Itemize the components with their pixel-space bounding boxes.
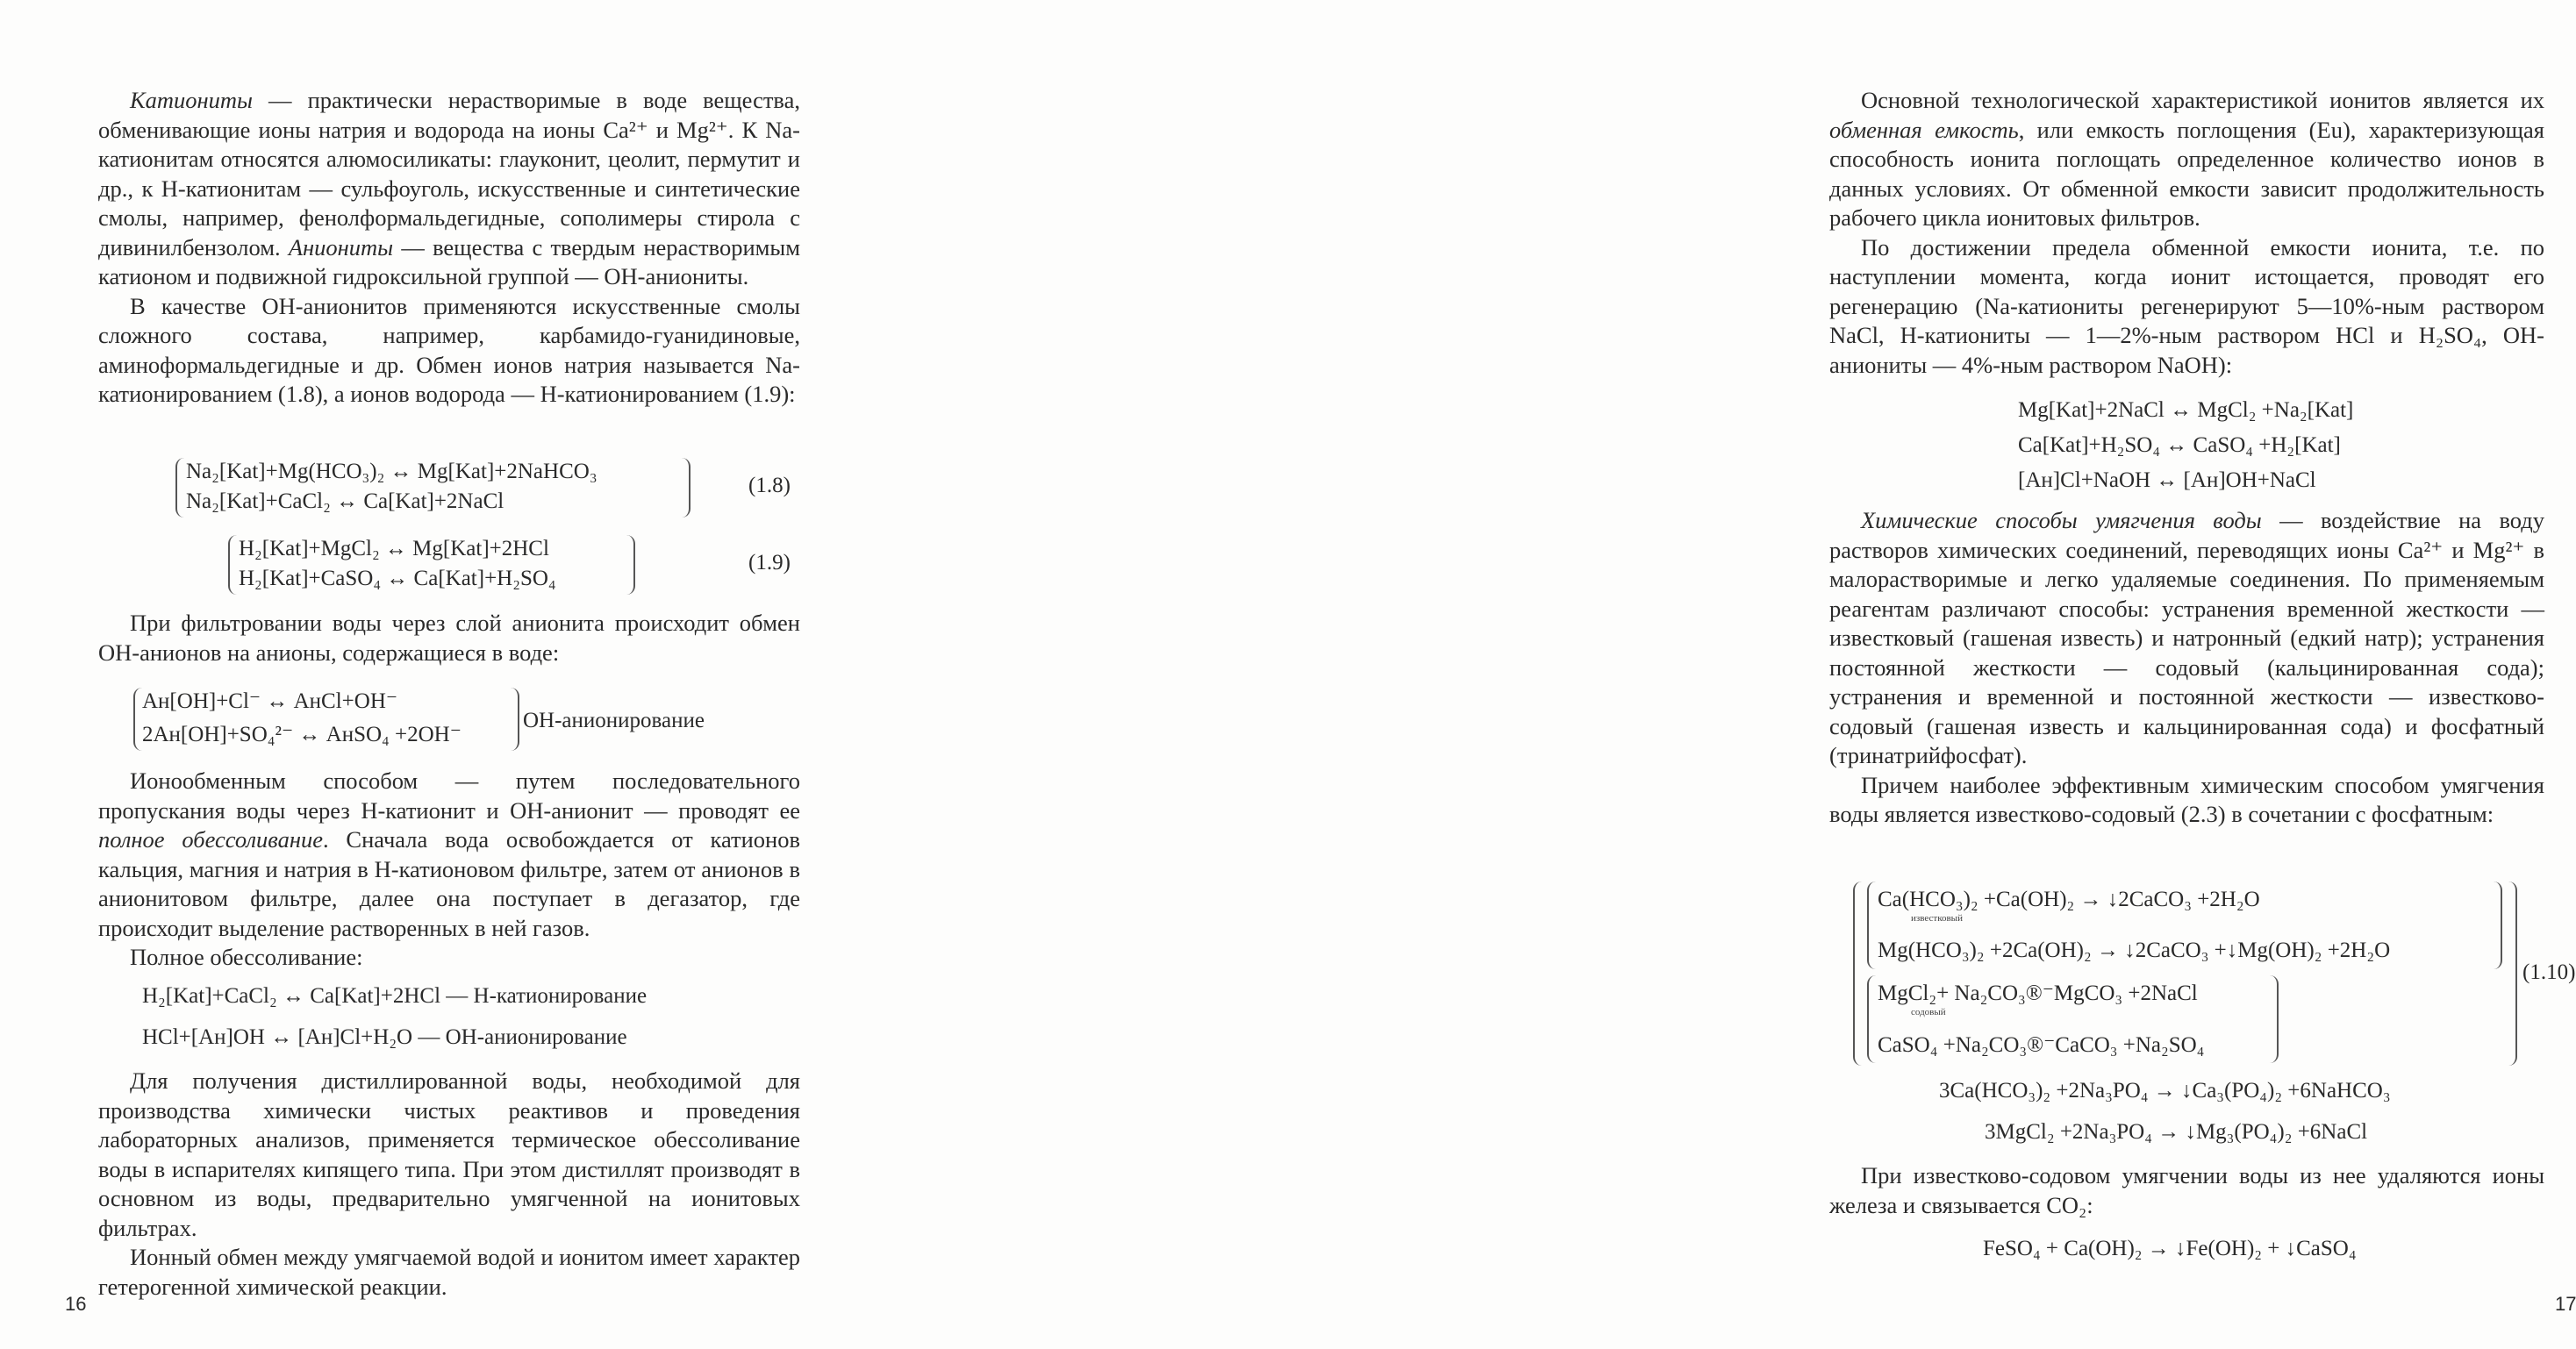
paragraph-distilled: Для получения дистиллированной воды, необходимой для производства химически чистых реактивов и проведения лабораторных анализов, применяется термическое обессоливание воды в испарителях кипящего типа. При этом дистиллят производят в основном из воды, предварительно умягченной на ионитовых фильтрах. (98, 1067, 800, 1241)
text: , или емкость поглощения (Eu), характеризующая способность ионита поглощать определенное количество ионов в данных условиях. От обменной емкости зависит продолжительность рабочего цикла ионитовых фильтров. (1829, 116, 2544, 231)
paragraph-iron: При известково-содовом умягчении воды из нее удаляются ионы железа и связывается CO₂: (1829, 1162, 2544, 1218)
term-chemical-methods: Химические способы умягчения воды (1861, 507, 2262, 533)
brace-inner-right-2 (2268, 975, 2279, 1063)
left-block-3 (98, 767, 800, 973)
left-block-4 (98, 1067, 800, 1302)
paragraph-heterogeneous: Ионный обмен между умягчаемой водой и ионитом имеет характер гетерогенной химической реакции. (98, 1244, 800, 1300)
equation-1-8-a: Na₂[Kat]+Mg(HCO₃)₂ ↔ Mg[Kat]+2NaHCO₃ (186, 460, 597, 483)
equation-number-1-9: (1.9) (748, 551, 791, 575)
brace-right (680, 458, 691, 517)
equation-number-1-10: (1.10) (2522, 960, 2576, 984)
equation-text: Ca(HCO₃)₂ +Ca(OH)₂ → ↓2CaCO₃ +2H₂O (1878, 888, 2260, 911)
term-cationites: Катиониты (130, 87, 253, 113)
equation-text: MgCl₂+ Na₂CO₃®⁻MgCO₃ +2NaCl (1878, 981, 2198, 1005)
right-block-3 (1829, 1161, 2544, 1220)
equation-1-10-c (1878, 980, 2198, 1017)
equation-desal-b: HCl+[Ан]OH ↔ [Ан]Cl+H₂O — ОН-анионирование (142, 1025, 627, 1049)
equation-1-9-a: H₂[Kat]+MgCl₂ ↔ Mg[Kat]+2HCl (239, 537, 549, 560)
paragraph-chemical-methods (1829, 506, 2544, 771)
paragraph-oh-anionites: В качестве ОН-анионитов применяются искусственные смолы сложного состава, например, карбамидо-гуанидиновые, аминоформальдегидные и др. Обмен ионов натрия называется Na-катионированием (1.8), а ионов водорода — Н-катионированием (1.9): (98, 292, 800, 407)
label-soda: содовый (1911, 1007, 1946, 1017)
right-page (877, 0, 2576, 1349)
paragraph-filtering: При фильтровании воды через слой анионита происходит обмен ОН-анионов на анионы, содержащиеся в воде: (98, 610, 800, 666)
brace-right (625, 535, 635, 595)
paragraph-ion-exchange (98, 767, 800, 943)
brace-left (175, 458, 186, 517)
text: — воздействие на воду растворов химических соединений, переводящих ионы Ca²⁺ и Mg²⁺ в малорастворимые и легко удаляемые соединения. По применяемым реагентам различают способы: устранения временной жесткости — известковый (гашеная известь) и натронный (едкий натр); устранения постоянной жесткости — содовый (кальцинированная сода); устранения и временной и постоянной жесткости — известково-содовый (гашеная известь и кальцинированная сода) и фосфатный (тринатрийфосфат). (1829, 507, 2545, 768)
page-number: 16 (65, 1293, 87, 1315)
left-block-1 (98, 86, 800, 410)
equation-1-10-b: Mg(HCO₃)₂ +2Ca(OH)₂ → ↓2CaCO₃ +↓Mg(OH)₂ +2H₂O (1878, 939, 2391, 962)
page-number: 17 (2555, 1293, 2576, 1315)
brace-left (228, 535, 239, 595)
term-full-desalination: полное обессоливание (98, 826, 323, 853)
equation-1-9-b: H₂[Kat]+CaSO₄ ↔ Ca[Kat]+H₂SO₄ (239, 567, 556, 590)
equation-regen-1: Mg[Kat]+2NaCl ↔ MgCl₂ +Na₂[Kat] (2018, 398, 2354, 422)
paragraph-exchange-capacity (1829, 86, 2544, 233)
equation-iron: FeSO₄ + Ca(OH)₂ → ↓Fe(OH)₂ + ↓CaSO₄ (1983, 1237, 2357, 1260)
text: Ионообменным способом — путем последовательного пропускания воды через Н-катионит и ОН-анионит — проводят ее (98, 767, 800, 824)
equation-desal-a: H₂[Kat]+CaCl₂ ↔ Ca[Kat]+2HCl — Н-катионирование (142, 984, 648, 1008)
paragraph-full-desalination: Полное обессоливание: (130, 944, 363, 970)
term-exchange-capacity: обменная емкость (1829, 116, 2019, 143)
equation-oh-label: ОН-анионирование (523, 709, 705, 732)
term-anionites: Аниониты (288, 233, 394, 261)
equation-number-1-8: (1.8) (748, 474, 791, 497)
text: . Сначала вода освобождается от катионов кальция, магния и натрия в Н-катионовом фильтре, затем от анионов в анионитовом фильтре, далее она поступает в дегазатор, где происходит выделение растворенных в ней газов. (98, 826, 800, 941)
brace-right (509, 688, 519, 751)
equation-oh-b: 2Ан[OH]+SO₄²⁻ ↔ АнSO₄ +2OH⁻ (142, 723, 462, 746)
brace-outer-left (1853, 881, 1865, 1066)
equation-1-10-a (1878, 886, 2260, 924)
equation-regen-3: [Ан]Cl+NaOH ↔ [Ан]OH+NaCl (2018, 468, 2316, 492)
brace-inner-right (2492, 881, 2502, 969)
label-lime: известковый (1911, 913, 1963, 924)
text: Основной технологической характеристикой ионитов является их (1861, 87, 2544, 113)
equation-phosphate-1: 3Ca(HCO₃)₂ +2Na₃PO₄ → ↓Ca₃(PO₄)₂ +6NaHCO₃ (1939, 1079, 2391, 1103)
equation-oh-a: Ан[OH]+Cl⁻ ↔ АнCl+OH⁻ (142, 689, 398, 713)
brace-outer-right (2505, 881, 2517, 1066)
paragraph-lime-soda: Причем наиболее эффективным химическим способом умягчения воды является известково-содовый (2.3) в сочетании с фосфатным: (1829, 771, 2544, 827)
right-block-2 (1829, 506, 2544, 830)
brace-inner-left-2 (1867, 975, 1878, 1063)
text: — вещества с твердым нерастворимым катионом и подвижной гидроксильной группой — ОН-аниониты. (98, 233, 800, 289)
paragraph-regeneration: По достижении предела обменной емкости ионита, т.е. по наступлении момента, когда ионит истощается, проводят его регенерацию (Na-катиониты регенерируют 5—10%-ным раствором NaCl, Н-катиониты — 1—2%-ным раствором HCl и H₂SO₄, ОН-аниониты — 4%-ным раствором NaOH): (1829, 233, 2544, 378)
brace-inner-left (1867, 881, 1878, 969)
equation-regen-2: Ca[Kat]+H₂SO₄ ↔ CaSO₄ +H₂[Kat] (2018, 433, 2341, 457)
equation-1-8-b: Na₂[Kat]+CaCl₂ ↔ Ca[Kat]+2NaCl (186, 489, 504, 513)
equation-1-10-d: CaSO₄ +Na₂CO₃®⁻CaCO₃ +Na₂SO₄ (1878, 1033, 2205, 1057)
right-block-1 (1829, 86, 2544, 380)
left-page (0, 0, 877, 1349)
text: — практически нерастворимые в воде вещества, обменивающие ионы натрия и водорода на ионы Ca²⁺ и Mg²⁺. К Na-катионитам относятся алюмосиликаты: глауконит, цеолит, пермутит и др., к Н-катионитам — сульфоуголь, искусственные и синтетические смолы, например, фенолформальдегидные, сополимеры стирола с дивинилбензолом. (98, 87, 800, 261)
equation-phosphate-2: 3MgCl₂ +2Na₃PO₄ → ↓Mg₃(PO₄)₂ +6NaCl (1985, 1120, 2368, 1144)
paragraph-cationites (98, 86, 800, 292)
left-block-2 (98, 609, 800, 667)
